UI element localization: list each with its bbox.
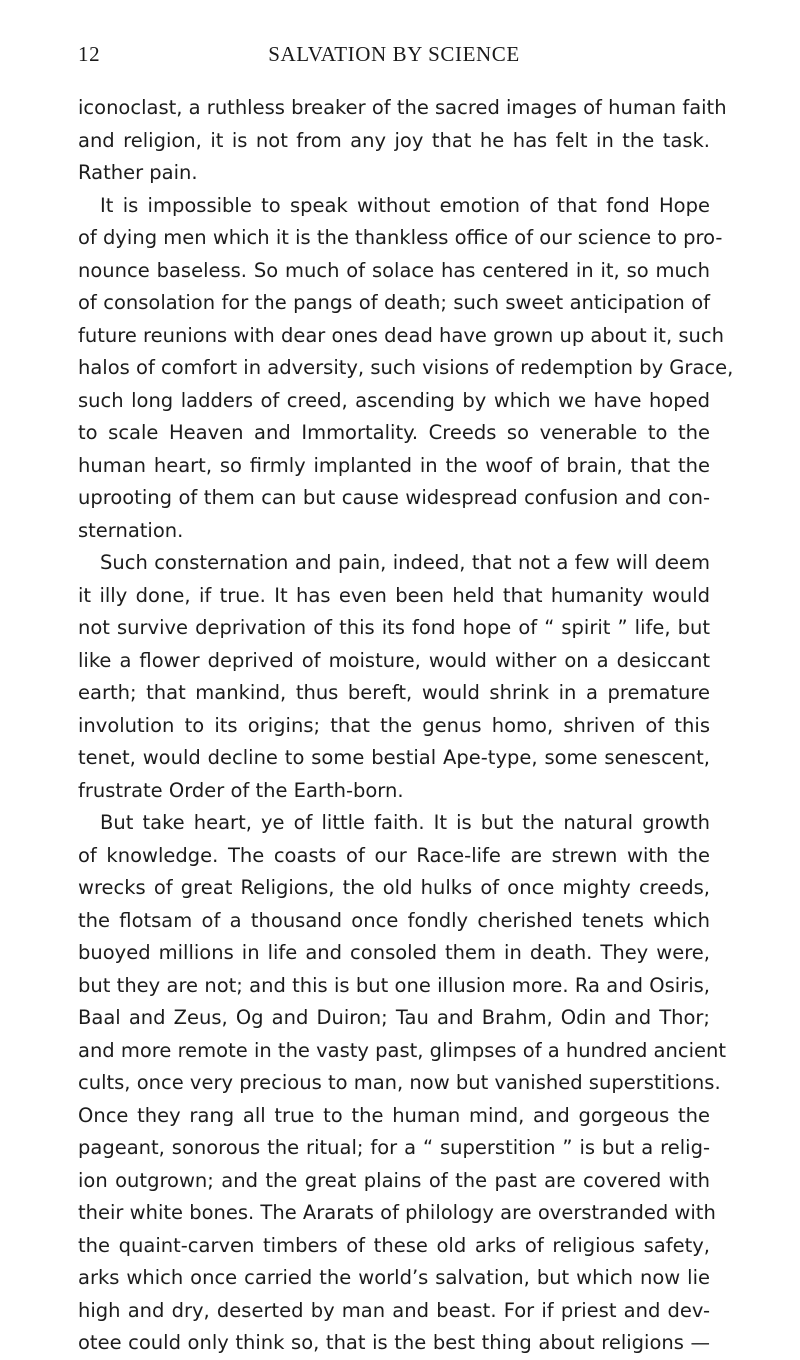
text-line: sternation.: [78, 518, 184, 542]
text-line: high and dry, deserted by man and beast. For if priest and dev-: [78, 1298, 710, 1322]
text-line: halos of comfort in adversity, such visions of redemption by Grace,: [78, 356, 734, 379]
text-line: of dying men which it is the thankless office of our science to pro-: [78, 226, 723, 249]
text-line: future reunions with dear ones dead have grown up about it, such: [78, 323, 724, 347]
page-number: 12: [78, 42, 101, 66]
text-line: and religion, it is not from any joy that he has felt in the task.: [78, 128, 710, 152]
book-page: [78, 40, 734, 1360]
text-line: frustrate Order of the Earth-born.: [78, 778, 404, 802]
text-line: arks which once carried the world’s salvation, but which now lie: [78, 1266, 710, 1289]
text-line: of consolation for the pangs of death; such sweet anticipation of: [78, 291, 710, 314]
text-line: pageant, sonorous the ritual; for a “ superstition ” is but a relig-: [78, 1136, 710, 1159]
text-line: iconoclast, a ruthless breaker of the sacred images of human faith: [78, 96, 727, 119]
text-line: earth; that mankind, thus bereft, would shrink in a premature: [78, 681, 710, 704]
text-line: to scale Heaven and Immortality. Creeds so venerable to the: [78, 421, 710, 444]
text-line: involution to its origins; that the genus homo, shriven of this: [78, 713, 710, 737]
text-line: otee could only think so, that is the best thing about religions —: [78, 1331, 710, 1354]
text-line: wrecks of great Religions, the old hulks of once mighty creeds,: [78, 876, 710, 899]
text-line: but they are not; and this is but one illusion more. Ra and Osiris,: [78, 973, 710, 997]
text-line: not survive deprivation of this its fond hope of “ spirit ” life, but: [78, 616, 710, 639]
text-line: It is impossible to speak without emotion of that fond Hope: [100, 193, 710, 217]
text-line: their white bones. The Ararats of philology are overstranded with: [78, 1201, 716, 1224]
text-line: of knowledge. The coasts of our Race-life are strewn with the: [78, 843, 710, 867]
text-line: human heart, so firmly implanted in the woof of brain, that the: [78, 453, 710, 477]
text-line: Baal and Zeus, Og and Duiron; Tau and Brahm, Odin and Thor;: [78, 1006, 710, 1029]
running-title: SALVATION BY SCIENCE: [268, 42, 520, 66]
text-line: uprooting of them can but cause widespread confusion and con-: [78, 486, 710, 509]
text-line: Once they rang all true to the human mind, and gorgeous the: [78, 1103, 710, 1127]
running-head: [78, 40, 710, 70]
text-line: nounce baseless. So much of solace has centered in it, so much: [78, 258, 710, 282]
body-text: [78, 92, 734, 1360]
text-line: buoyed millions in life and consoled them in death. They were,: [78, 941, 710, 964]
text-line: ion outgrown; and the great plains of the past are covered with: [78, 1168, 710, 1192]
text-line: But take heart, ye of little faith. It is but the natural growth: [100, 811, 710, 834]
text-line: Such consternation and pain, indeed, that not a few will deem: [100, 551, 710, 574]
text-line: the quaint-carven timbers of these old arks of religious safety,: [78, 1233, 710, 1257]
text-line: like a flower deprived of moisture, would wither on a desiccant: [78, 648, 710, 672]
text-line: cults, once very precious to man, now but vanished superstitions.: [78, 1071, 721, 1094]
text-line: the flotsam of a thousand once fondly cherished tenets which: [78, 908, 710, 932]
text-line: tenet, would decline to some bestial Ape-type, some senescent,: [78, 746, 710, 769]
text-line: and more remote in the vasty past, glimpses of a hundred ancient: [78, 1038, 726, 1062]
text-line: it illy done, if true. It has even been held that humanity would: [78, 583, 710, 607]
text-line: such long ladders of creed, ascending by which we have hoped: [78, 388, 710, 412]
text-line: Rather pain.: [78, 161, 198, 184]
